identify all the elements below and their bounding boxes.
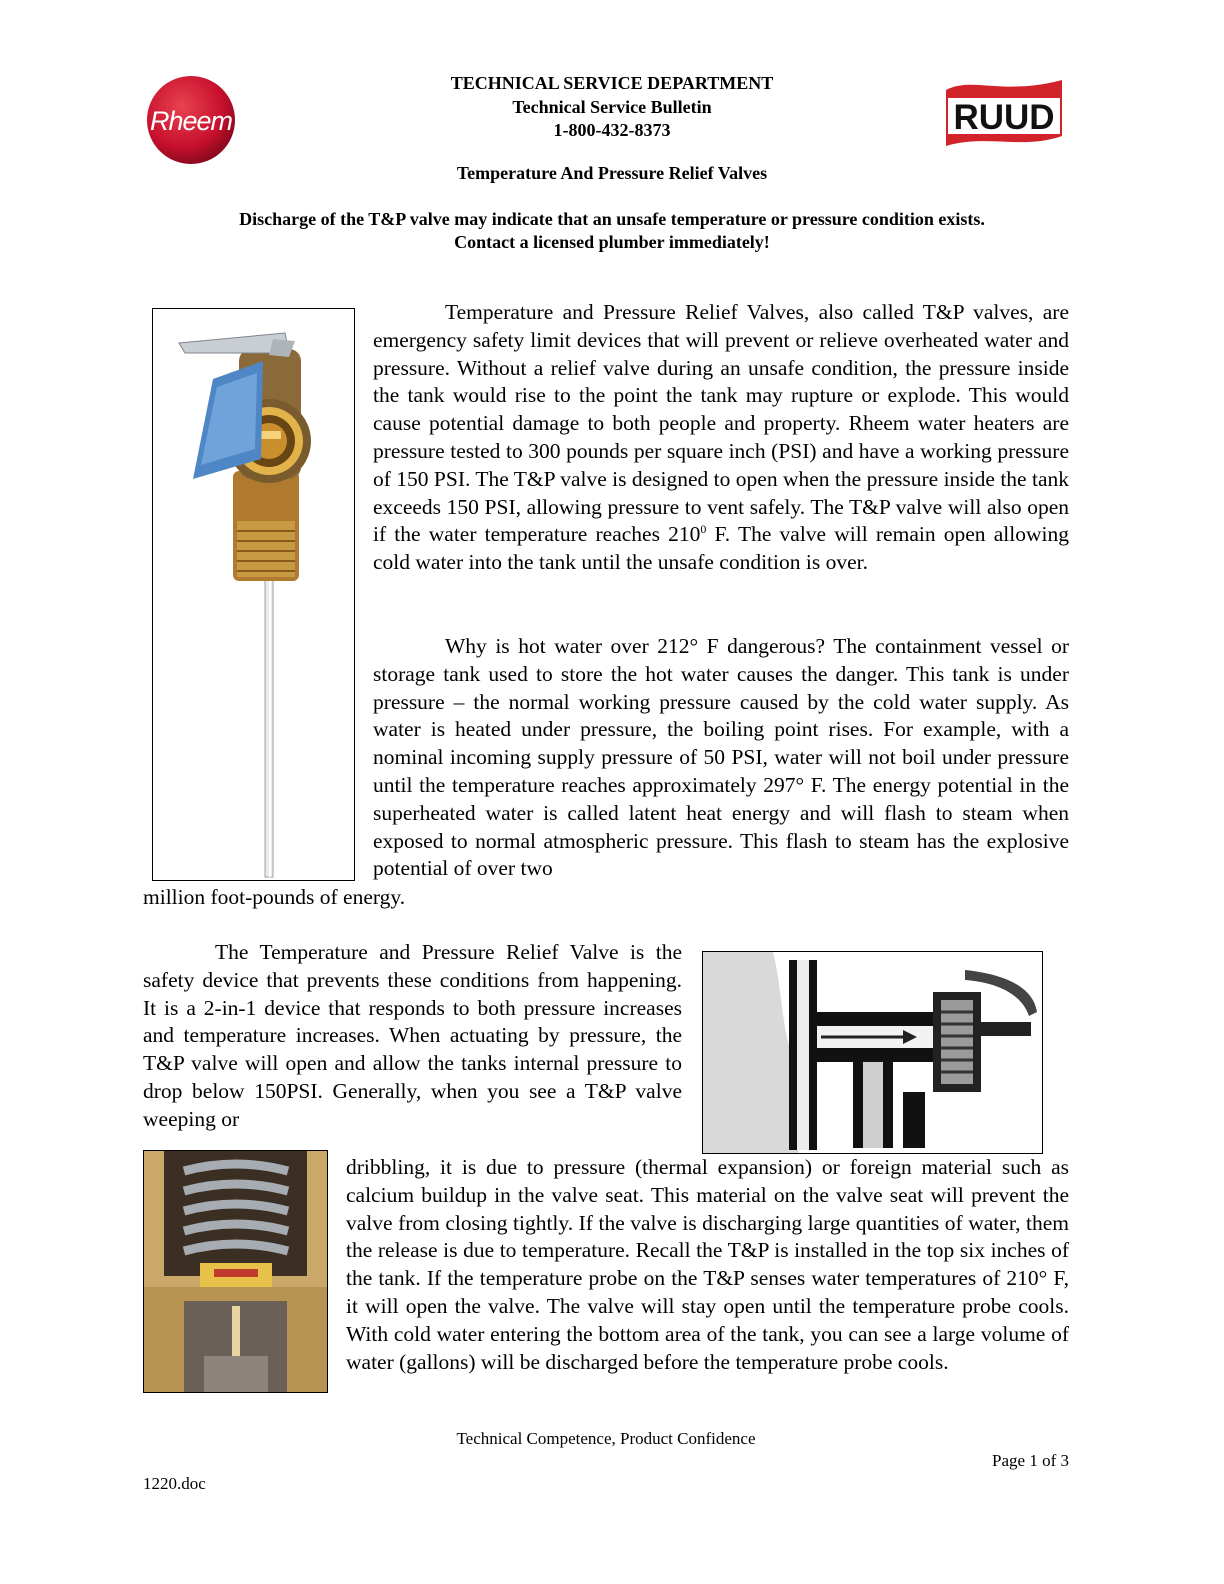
paragraph-intro-text: Temperature and Pressure Relief Valves, also called T&P valves, are emergency safety limit devices that will prevent or relieve overheated water and pressure. Without a relief valve during an unsafe condition, the pressure inside the tank would rise to the point the tank may rupture or explode. This would cause potential damage to both people and property. Rheem water heaters are pressure tested to 300 pounds per square inch (PSI) and have a working pressure of 150 PSI. The T&P valve is designed to open when the pressure inside the tank exceeds 150 PSI, allowing pressure to vent safely. The T&P valve will also open if the water temperature reaches 210 <box>373 300 1069 547</box>
valve-internals-illustration <box>144 1151 327 1392</box>
paragraph-danger: Why is hot water over 212° F dangerous? The containment vessel or storage tank used to store the hot water causes the danger. This tank is under pressure – the normal working pressure caused by the cold water supply. As water is heated under pressure, the boiling point rises. For example, with a nominal incoming supply pressure of 50 PSI, water will not boil under pressure until the temperature reaches approximately 297° F. The energy potential in the superheated water is called latent heat energy and will flash to steam when exposed to normal atmospheric pressure. This flash to steam has the explosive potential of over two <box>373 634 1069 881</box>
footer-tagline: Technical Competence, Product Confidence <box>456 1429 756 1448</box>
warning-line-1: Discharge of the T&P valve may indicate that an unsafe temperature or pressure condition exists. <box>239 209 985 229</box>
paragraph-danger-tail: million foot-pounds of energy. <box>143 885 406 909</box>
department-heading: TECHNICAL SERVICE DEPARTMENT <box>450 73 774 93</box>
valve-cutaway-illustration <box>703 952 1042 1153</box>
valve-cutaway-diagram <box>702 951 1043 1154</box>
tp-valve-photo <box>152 308 355 881</box>
paragraph-intro <box>373 299 1069 577</box>
document-filename: 1220.doc <box>143 1474 206 1493</box>
paragraph-intro-text-end: F. The valve will remain open allowing cold water into the tank until the unsafe condition is over. <box>373 522 1069 575</box>
paragraph-safety-device: The Temperature and Pressure Relief Valve is the safety device that prevents these conditions from happening. It is a 2-in-1 device that responds to both pressure increases and temperature increases. When actuating by pressure, the T&P valve will open and allow the tanks internal pressure to drop below 150PSI. Generally, when you see a T&P valve weeping or <box>143 940 682 1131</box>
page-title: Temperature And Pressure Relief Valves <box>456 163 768 183</box>
phone-number: 1-800-432-8373 <box>553 120 671 140</box>
rheem-logo-text: Rheem <box>149 106 233 136</box>
paragraph-weeping: dribbling, it is due to pressure (thermal expansion) or foreign material such as calcium buildup in the valve seat. This material on the valve seat will prevent the valve from closing tightly. If the valve is discharging large quantities of water, them the release is due to temperature. Recall the T&P is installed in the top six inches of the tank. If the temperature probe on the T&P senses water temperatures of 210° F, it will open the valve. The valve will stay open until the temperature probe cools. With cold water entering the bottom area of the tank, you can see a large volume of water (gallons) will be discharged before the temperature probe cools. <box>346 1155 1069 1374</box>
valve-internals-photo <box>143 1150 328 1393</box>
tp-valve-illustration <box>153 309 354 880</box>
page-number: Page 1 of 3 <box>992 1451 1069 1470</box>
ruud-logo-text: RUUD <box>953 98 1055 137</box>
warning-line-2: Contact a licensed plumber immediately! <box>454 232 770 252</box>
degree-superscript: 0 <box>700 522 707 537</box>
bulletin-heading: Technical Service Bulletin <box>512 97 712 117</box>
